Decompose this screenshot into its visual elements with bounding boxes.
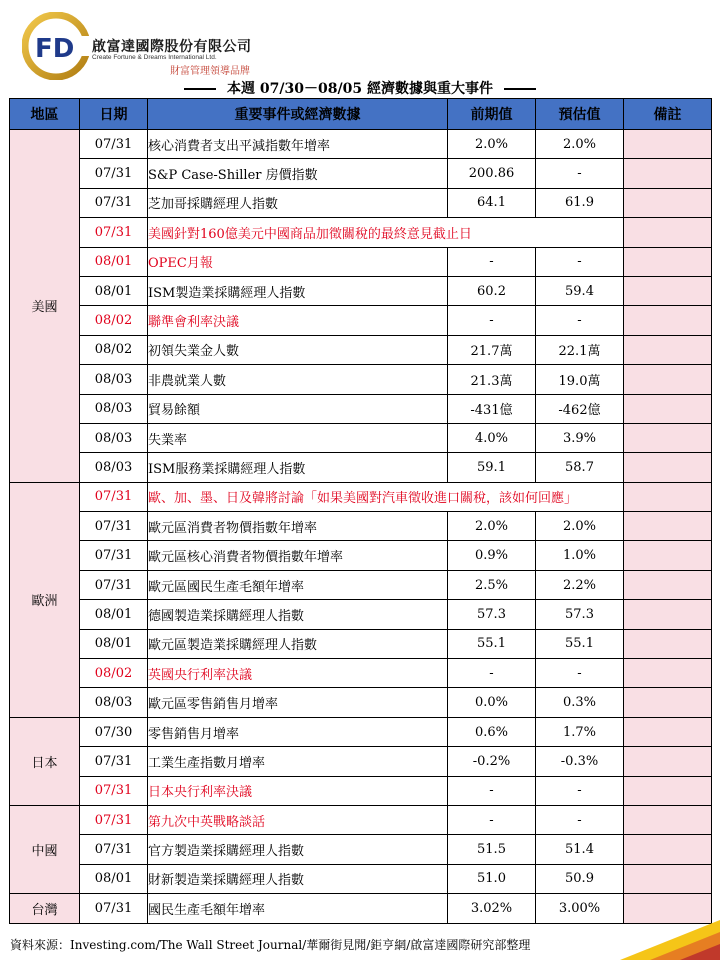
- header-est: 預估值: [536, 99, 624, 130]
- table-row: [10, 130, 712, 159]
- date-cell: 07/31: [80, 776, 148, 805]
- prev-value-cell: 2.0%: [448, 130, 536, 159]
- date-cell: 08/03: [80, 365, 148, 394]
- company-name-en: Create Fortune & Dreams International Ltd.: [92, 54, 217, 61]
- est-value-cell: 3.9%: [536, 423, 624, 452]
- table-row: [10, 512, 712, 541]
- event-cell: 英國央行利率決議: [148, 659, 448, 688]
- note-cell: [624, 835, 712, 864]
- est-value-cell: 57.3: [536, 600, 624, 629]
- prev-value-cell: 51.5: [448, 835, 536, 864]
- event-cell: 芝加哥採購經理人指數: [148, 188, 448, 217]
- page-header: [0, 0, 720, 80]
- event-cell: 德國製造業採購經理人指數: [148, 600, 448, 629]
- est-value-cell: -0.3%: [536, 747, 624, 776]
- est-value-cell: 50.9: [536, 864, 624, 893]
- date-cell: 08/03: [80, 688, 148, 717]
- table-row: [10, 453, 712, 482]
- est-value-cell: 51.4: [536, 835, 624, 864]
- est-value-cell: -: [536, 159, 624, 188]
- table-row: [10, 894, 712, 923]
- est-value-cell: -: [536, 659, 624, 688]
- est-value-cell: 58.7: [536, 453, 624, 482]
- date-cell: 07/31: [80, 159, 148, 188]
- note-cell: [624, 159, 712, 188]
- est-value-cell: 61.9: [536, 188, 624, 217]
- event-cell: 工業生產指數月增率: [148, 747, 448, 776]
- table-row: [10, 776, 712, 805]
- table-row: [10, 394, 712, 423]
- prev-value-cell: 51.0: [448, 864, 536, 893]
- date-cell: 07/31: [80, 188, 148, 217]
- table-header-row: [10, 99, 712, 130]
- title-row: [0, 78, 720, 98]
- date-cell: 07/31: [80, 894, 148, 923]
- note-cell: [624, 688, 712, 717]
- prev-value-cell: 59.1: [448, 453, 536, 482]
- est-value-cell: 22.1萬: [536, 335, 624, 364]
- table-row: [10, 541, 712, 570]
- date-cell: 08/03: [80, 423, 148, 452]
- event-cell: OPEC月報: [148, 247, 448, 276]
- note-cell: [624, 335, 712, 364]
- note-cell: [624, 306, 712, 335]
- event-cell: 歐元區核心消費者物價指數年增率: [148, 541, 448, 570]
- date-cell: 08/01: [80, 600, 148, 629]
- table-row: [10, 247, 712, 276]
- logo-letters: FD: [35, 34, 75, 64]
- date-cell: 07/31: [80, 805, 148, 834]
- est-value-cell: 0.3%: [536, 688, 624, 717]
- prev-value-cell: 0.0%: [448, 688, 536, 717]
- table-row: [10, 306, 712, 335]
- note-cell: [624, 570, 712, 599]
- table-row: [10, 805, 712, 834]
- table-row: [10, 276, 712, 305]
- note-cell: [624, 394, 712, 423]
- est-value-cell: -462億: [536, 394, 624, 423]
- est-value-cell: 2.0%: [536, 512, 624, 541]
- region-cell: 台灣: [10, 894, 80, 923]
- note-cell: [624, 805, 712, 834]
- date-cell: 07/31: [80, 482, 148, 511]
- table-row: [10, 159, 712, 188]
- date-cell: 07/31: [80, 130, 148, 159]
- table-row: [10, 423, 712, 452]
- prev-value-cell: 21.3萬: [448, 365, 536, 394]
- prev-value-cell: 3.02%: [448, 894, 536, 923]
- est-value-cell: -: [536, 247, 624, 276]
- note-cell: [624, 600, 712, 629]
- table-body: [10, 130, 712, 924]
- table-row: [10, 659, 712, 688]
- table-row: [10, 570, 712, 599]
- date-cell: 07/30: [80, 717, 148, 746]
- table-row: [10, 365, 712, 394]
- note-cell: [624, 276, 712, 305]
- table-row: [10, 218, 712, 247]
- event-cell: 官方製造業採購經理人指數: [148, 835, 448, 864]
- prev-value-cell: 0.9%: [448, 541, 536, 570]
- event-cell: 失業率: [148, 423, 448, 452]
- note-cell: [624, 541, 712, 570]
- date-cell: 08/01: [80, 864, 148, 893]
- date-cell: 07/31: [80, 512, 148, 541]
- event-cell: ISM服務業採購經理人指數: [148, 453, 448, 482]
- note-cell: [624, 864, 712, 893]
- event-cell: 國民生產毛額年增率: [148, 894, 448, 923]
- note-cell: [624, 130, 712, 159]
- table-row: [10, 717, 712, 746]
- event-cell: 歐元區國民生產毛額年增率: [148, 570, 448, 599]
- note-cell: [624, 247, 712, 276]
- table-row: [10, 747, 712, 776]
- region-cell: 日本: [10, 717, 80, 805]
- prev-value-cell: 55.1: [448, 629, 536, 658]
- date-cell: 07/31: [80, 835, 148, 864]
- table-row: [10, 335, 712, 364]
- event-cell: 財新製造業採購經理人指數: [148, 864, 448, 893]
- date-cell: 08/01: [80, 247, 148, 276]
- note-cell: [624, 188, 712, 217]
- event-cell: 貿易餘額: [148, 394, 448, 423]
- event-cell: 歐元區零售銷售月增率: [148, 688, 448, 717]
- source-footer: 資料來源：Investing.com/The Wall Street Journal/華爾街見聞/鉅亨網/啟富達國際研究部整理: [10, 938, 531, 952]
- prev-value-cell: 2.0%: [448, 512, 536, 541]
- est-value-cell: -: [536, 306, 624, 335]
- date-cell: 08/01: [80, 276, 148, 305]
- note-cell: [624, 512, 712, 541]
- note-cell: [624, 365, 712, 394]
- event-cell: 核心消費者支出平減指數年增率: [148, 130, 448, 159]
- table-row: [10, 600, 712, 629]
- event-cell: 初領失業金人數: [148, 335, 448, 364]
- region-cell: 歐洲: [10, 482, 80, 717]
- header-note: 備註: [624, 99, 712, 130]
- prev-value-cell: -: [448, 247, 536, 276]
- event-cell: 歐元區製造業採購經理人指數: [148, 629, 448, 658]
- company-name-cn: 啟富達國際股份有限公司: [92, 39, 252, 55]
- event-cell: 歐、加、墨、日及韓將討論「如果美國對汽車徵收進口關稅，該如何回應」: [148, 482, 624, 511]
- note-cell: [624, 482, 712, 511]
- event-cell: S&P Case-Shiller 房價指數: [148, 159, 448, 188]
- date-cell: 07/31: [80, 570, 148, 599]
- date-cell: 07/31: [80, 541, 148, 570]
- event-cell: ISM製造業採購經理人指數: [148, 276, 448, 305]
- prev-value-cell: -: [448, 805, 536, 834]
- date-cell: 08/01: [80, 629, 148, 658]
- prev-value-cell: 64.1: [448, 188, 536, 217]
- event-cell: 零售銷售月增率: [148, 717, 448, 746]
- table-row: [10, 688, 712, 717]
- header-date: 日期: [80, 99, 148, 130]
- note-cell: [624, 453, 712, 482]
- company-slogan: 財富管理領導品牌: [170, 66, 250, 77]
- prev-value-cell: 200.86: [448, 159, 536, 188]
- note-cell: [624, 659, 712, 688]
- prev-value-cell: 60.2: [448, 276, 536, 305]
- prev-value-cell: 57.3: [448, 600, 536, 629]
- event-cell: 歐元區消費者物價指數年增率: [148, 512, 448, 541]
- table-row: [10, 188, 712, 217]
- prev-value-cell: -431億: [448, 394, 536, 423]
- table-row: [10, 835, 712, 864]
- table-row: [10, 482, 712, 511]
- est-value-cell: -: [536, 776, 624, 805]
- date-cell: 08/03: [80, 453, 148, 482]
- title-line-right: [504, 88, 536, 90]
- note-cell: [624, 629, 712, 658]
- prev-value-cell: -: [448, 659, 536, 688]
- date-cell: 08/03: [80, 394, 148, 423]
- header-prev: 前期值: [448, 99, 536, 130]
- region-cell: 美國: [10, 130, 80, 483]
- corner-decoration-icon: [610, 920, 720, 960]
- event-cell: 非農就業人數: [148, 365, 448, 394]
- table-row: [10, 864, 712, 893]
- est-value-cell: 1.7%: [536, 717, 624, 746]
- prev-value-cell: 2.5%: [448, 570, 536, 599]
- region-cell: 中國: [10, 805, 80, 893]
- title-line-left: [184, 88, 216, 90]
- event-cell: 聯準會利率決議: [148, 306, 448, 335]
- event-cell: 日本央行利率決議: [148, 776, 448, 805]
- events-table: [9, 98, 712, 924]
- est-value-cell: 1.0%: [536, 541, 624, 570]
- prev-value-cell: -0.2%: [448, 747, 536, 776]
- est-value-cell: -: [536, 805, 624, 834]
- note-cell: [624, 717, 712, 746]
- est-value-cell: 19.0萬: [536, 365, 624, 394]
- page-title: 本週 07/30－08/05 經濟數據與重大事件: [227, 81, 493, 97]
- prev-value-cell: -: [448, 776, 536, 805]
- event-cell: 美國針對160億美元中國商品加徵關稅的最終意見截止日: [148, 218, 624, 247]
- est-value-cell: 2.2%: [536, 570, 624, 599]
- prev-value-cell: 4.0%: [448, 423, 536, 452]
- date-cell: 08/02: [80, 306, 148, 335]
- company-logo-icon: [22, 12, 90, 80]
- note-cell: [624, 423, 712, 452]
- note-cell: [624, 894, 712, 923]
- header-region: 地區: [10, 99, 80, 130]
- date-cell: 08/02: [80, 335, 148, 364]
- est-value-cell: 2.0%: [536, 130, 624, 159]
- est-value-cell: 3.00%: [536, 894, 624, 923]
- note-cell: [624, 218, 712, 247]
- note-cell: [624, 747, 712, 776]
- est-value-cell: 59.4: [536, 276, 624, 305]
- table-row: [10, 629, 712, 658]
- note-cell: [624, 776, 712, 805]
- prev-value-cell: -: [448, 306, 536, 335]
- date-cell: 08/02: [80, 659, 148, 688]
- event-cell: 第九次中英戰略談話: [148, 805, 448, 834]
- date-cell: 07/31: [80, 218, 148, 247]
- date-cell: 07/31: [80, 747, 148, 776]
- prev-value-cell: 21.7萬: [448, 335, 536, 364]
- prev-value-cell: 0.6%: [448, 717, 536, 746]
- header-event: 重要事件或經濟數據: [148, 99, 448, 130]
- est-value-cell: 55.1: [536, 629, 624, 658]
